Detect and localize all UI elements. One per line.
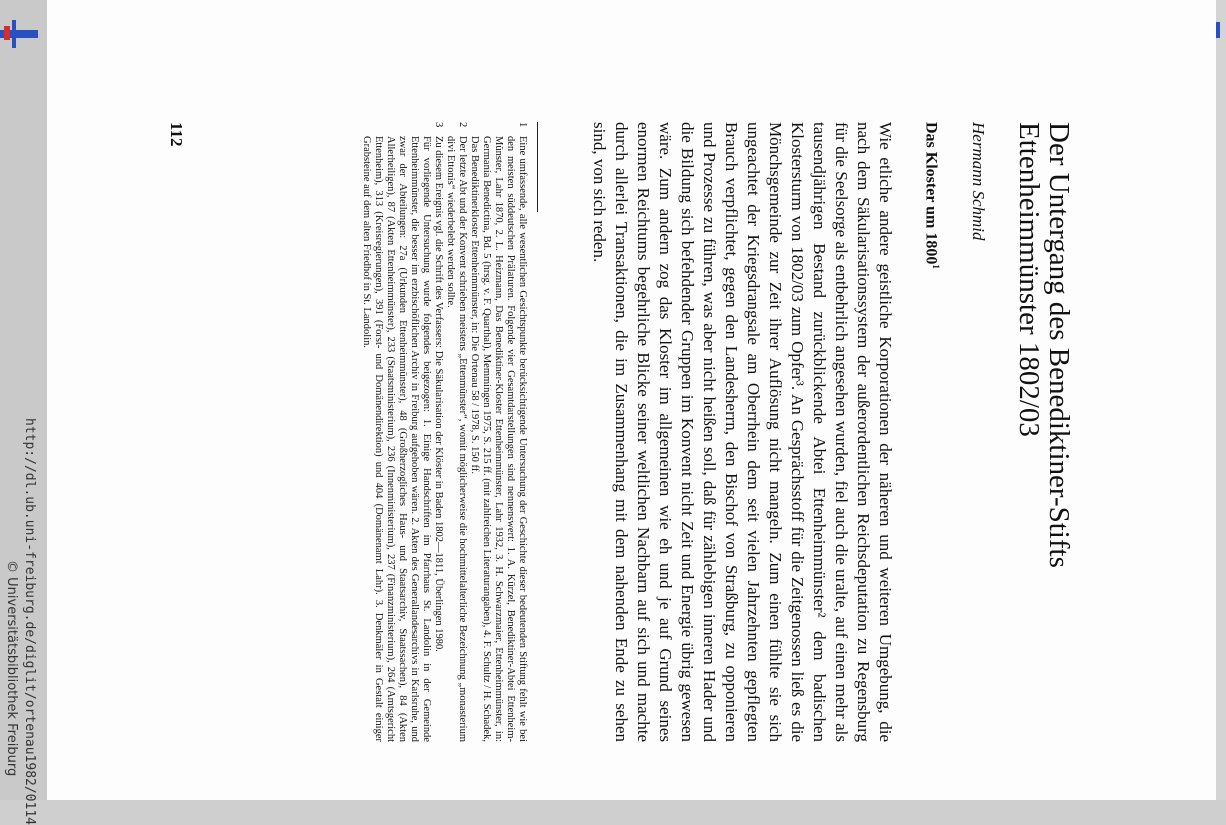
section-heading-note: 1 bbox=[931, 264, 941, 269]
stamp-copyright: © Universitätsbibliothek Freiburg bbox=[4, 560, 19, 777]
stamp-url: http://dl.ub.uni-freiburg.de/diglit/ortenau1982/0114 bbox=[22, 418, 37, 825]
author-name: Hermann Schmid bbox=[969, 122, 988, 241]
footnote-rule bbox=[537, 122, 538, 212]
footnote bbox=[468, 122, 528, 742]
article-title: Der Untergang des Benediktiner-Stifts Ettenheimmünster 1802/03 bbox=[1013, 122, 1075, 568]
footnote-number: 3 bbox=[433, 122, 444, 128]
right-edge bbox=[1216, 0, 1226, 800]
library-stamp bbox=[0, 0, 47, 825]
body-text: Wie etliche andere geistliche Korporationen der näheren und weiteren Umgebung, die nach dem Säkularisationssystem der außerordentlichen Reichsdeputation zu Regensburg für die Seelsorge als entbehrlich angesehen wurden, fiel auch die uralte, auf einen mehr als tausendjährigen Bestand zurückblickende Abtei Ettenheimmünster² dem badischen Klostersturm von 1802/03 zum Opfer³. An Gesprächsstoff für die Zeitgenossen ließ es die Mönchsgemeinde zur Zeit ihrer Auflösung nicht mangeln. Zum einen fühlte sie sich ungeachtet der Kriegsdrangsale am Oberrhein dem seit vielen Jahrzehnten gepflegten Brauch verpflichtet, gegen den Landesherrn, den Bischof von Straßburg, zu opponieren und Prozesse zu führen, was aber nicht heißen soll, daß für zählebigen inneren Hader und die Bildung sich befehdender Gruppen im Konvent nicht Zeit und Energie übrig gewesen wäre. Zum andern zog das Kloster im allgemeinen wie eh und je auf Grund seines enormen Reichtums begehrliche Blicke seiner weltlichen Nachbarn auf sich und machte durch allerlei Transaktionen, die im Zusammenhang mit dem nahenden Ende zu sehen sind, von sich reden. bbox=[590, 122, 895, 742]
section-heading-text: Das Kloster um 1800 bbox=[922, 122, 940, 265]
footnote-text: Zu diesem Ereignis vgl. die Schrift des Verfassers: Die Säkularisation der Klöster in Baden 1802—1811, Überlingen 1980. bbox=[433, 136, 444, 652]
registration-marker-icon bbox=[1216, 22, 1220, 38]
color-bar-marker-icon bbox=[12, 20, 16, 48]
footnote-number: 2 bbox=[457, 122, 468, 128]
color-bar-marker-icon bbox=[4, 26, 10, 40]
footnote-continuation: Für vorliegende Untersuchung wurde folgendes beigezogen: 1. Einige Handschriften im Pfarrhaus St. Landolin in der Gemeinde Ettenheimmünster, die besser im erzbischöflichen Archiv in Freiburg aufgehoben wären. 2. Akten des Generallandesarchivs in Karlsruhe, und zwar der Abteilungen: 27a (Urkunden Ettenheimmünster), 48 (Großherzogliches Haus- und Staatsarchiv, Staatssachen), 84 (Akten Allerheiligen), 87 (Akten Ettenheimmünster), 233 (Staatsministerium), 236 (Innenministerium), 237 (Finanzministerium), 264 (Amtsgericht Ettenheim), 313 (Kreisregierungen), 391 (Forst- und Domänendirektion) und 404 (Domänenamt Lahr). 3. Denkmäler in Gestalt einiger Grabsteine auf dem alten Friedhof in St. Landolin. bbox=[361, 136, 432, 742]
footnote-text: Eine umfassende, alle wesentlichen Gesichtspunkte berücksichtigende Untersuchung der Geschichte dieser bedeutenden Stiftung fehlt wie bei den meisten süddeutschen Prälaturen. Folgende vier Gesamtdarstellungen sind nennenswert: 1. A. Kürzel, Benediktiner-Abtei Ettenheim-Münster, Lahr 1870, 2. L. Heizmann, Das Benediktiner-Kloster Ettenheimmünster, Lahr 1932, 3. H. Schwarzmaier, Ettenheimmünster, in: Germania Benedictina, Bd. 5 (hrsg. v. F. Quarthal), Memmingen 1975, S. 215 ff. (mit zahlreichen Literaturangaben), 4. F. Schultz / H. Schadek, Das Benediktinerkloster Ettenheimmünster, in: Die Ortenau 58 / 1978, S. 150 ff. bbox=[469, 136, 528, 742]
section-heading bbox=[922, 122, 941, 269]
scanned-page bbox=[47, 0, 1216, 800]
footnote-text: Der letzte Abt und der Konvent schrieben meistens „Ettenmünster“, womit möglicherweise die hochmittelalterliche Bezeichnung „monasterium divi Ettonis“ wiederbelebt werden sollte. bbox=[445, 136, 468, 742]
page-number: 112 bbox=[167, 122, 186, 147]
footnote bbox=[444, 122, 468, 742]
footnotes bbox=[360, 122, 528, 742]
footnote bbox=[432, 122, 444, 742]
page-content bbox=[47, 0, 1216, 760]
footnote-number: 1 bbox=[517, 122, 528, 128]
